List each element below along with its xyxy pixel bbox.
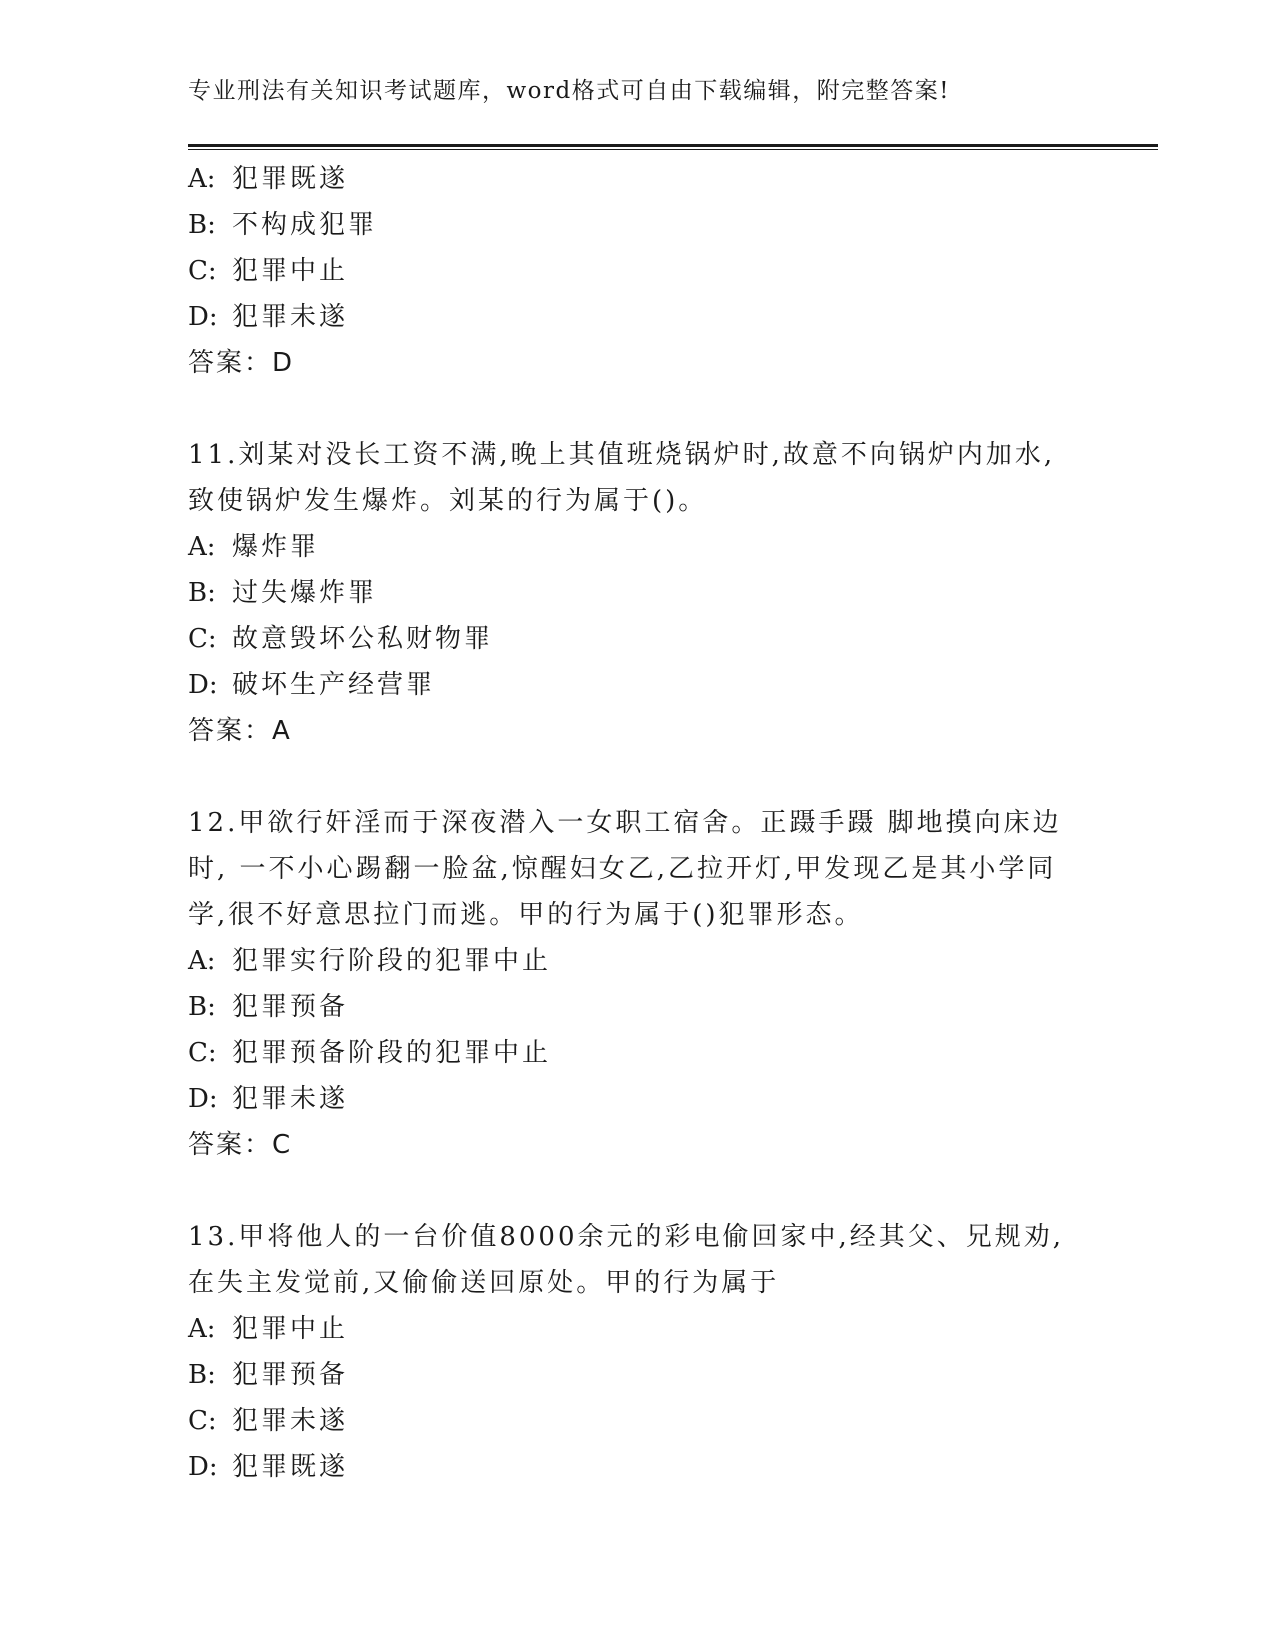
option-letter: D: — [188, 670, 218, 700]
question-11 — [188, 432, 1088, 754]
option-c — [188, 616, 1088, 662]
option-d — [188, 294, 1088, 340]
answer-line: 答案：D — [188, 348, 295, 378]
question-stem-line: 11.刘某对没长工资不满,晚上其值班烧锅炉时,故意不向锅炉内加水, — [188, 440, 1056, 470]
option-letter: A: — [188, 164, 216, 194]
option-a — [188, 524, 1088, 570]
option-d — [188, 1076, 1088, 1122]
spacer — [188, 754, 1088, 800]
option-text: 故意毁坏公私财物罪 — [232, 624, 494, 654]
option-letter: B: — [188, 578, 216, 608]
option-text: 爆炸罪 — [232, 532, 320, 562]
answer-line: 答案：A — [188, 716, 292, 746]
question-12 — [188, 800, 1088, 1168]
option-b — [188, 984, 1088, 1030]
option-letter: D: — [188, 302, 218, 332]
option-a — [188, 156, 1088, 202]
question-13 — [188, 1214, 1088, 1490]
option-text: 犯罪未遂 — [232, 1406, 349, 1436]
option-letter: D: — [188, 1452, 218, 1482]
question-stem-line: 学,很不好意思拉门而逃。甲的行为属于()犯罪形态。 — [188, 900, 864, 930]
option-text: 犯罪未遂 — [232, 302, 349, 332]
question-stem-line: 时, 一不小心踢翻一脸盆,惊醒妇女乙,乙拉开灯,甲发现乙是其小学同 — [188, 854, 1057, 884]
option-text: 犯罪预备 — [232, 1360, 349, 1390]
option-letter: C: — [188, 1038, 217, 1068]
option-b — [188, 1352, 1088, 1398]
spacer — [188, 1168, 1088, 1214]
question-stem-line: 在失主发觉前,又偷偷送回原处。甲的行为属于 — [188, 1268, 780, 1298]
option-text: 不构成犯罪 — [232, 210, 378, 240]
option-a — [188, 938, 1088, 984]
option-c — [188, 1398, 1088, 1444]
option-text: 犯罪预备 — [232, 992, 349, 1022]
option-letter: A: — [188, 1314, 216, 1344]
page-header-title: 专业刑法有关知识考试题库，word格式可自由下载编辑，附完整答案! — [188, 78, 950, 104]
option-text: 犯罪既遂 — [232, 1452, 349, 1482]
option-letter: D: — [188, 1084, 218, 1114]
option-b — [188, 202, 1088, 248]
question-stem-line: 致使锅炉发生爆炸。刘某的行为属于()。 — [188, 486, 708, 516]
spacer — [188, 386, 1088, 432]
option-text: 犯罪未遂 — [232, 1084, 349, 1114]
option-letter: A: — [188, 946, 216, 976]
option-text: 犯罪预备阶段的犯罪中止 — [232, 1038, 552, 1068]
question-stem-line: 12.甲欲行奸淫而于深夜潜入一女职工宿舍。正蹑手蹑 脚地摸向床边 — [188, 808, 1062, 838]
option-text: 犯罪既遂 — [232, 164, 349, 194]
option-text: 犯罪实行阶段的犯罪中止 — [232, 946, 552, 976]
option-letter: A: — [188, 532, 216, 562]
option-text: 破坏生产经营罪 — [232, 670, 436, 700]
option-b — [188, 570, 1088, 616]
option-letter: B: — [188, 210, 216, 240]
option-d — [188, 662, 1088, 708]
header-rule-thin — [188, 149, 1158, 150]
continued-question — [188, 156, 1088, 386]
option-c — [188, 1030, 1088, 1076]
document-content — [188, 156, 1088, 1490]
option-d — [188, 1444, 1088, 1490]
option-text: 过失爆炸罪 — [232, 578, 378, 608]
option-a — [188, 1306, 1088, 1352]
option-letter: C: — [188, 624, 217, 654]
option-letter: C: — [188, 256, 217, 286]
option-c — [188, 248, 1088, 294]
option-text: 犯罪中止 — [232, 1314, 349, 1344]
question-stem-line: 13.甲将他人的一台价值8000余元的彩电偷回家中,经其父、兄规劝, — [188, 1222, 1065, 1252]
answer-line: 答案：C — [188, 1130, 293, 1160]
option-letter: C: — [188, 1406, 217, 1436]
option-text: 犯罪中止 — [232, 256, 349, 286]
option-letter: B: — [188, 992, 216, 1022]
header-rule-thick — [188, 144, 1158, 147]
option-letter: B: — [188, 1360, 216, 1390]
